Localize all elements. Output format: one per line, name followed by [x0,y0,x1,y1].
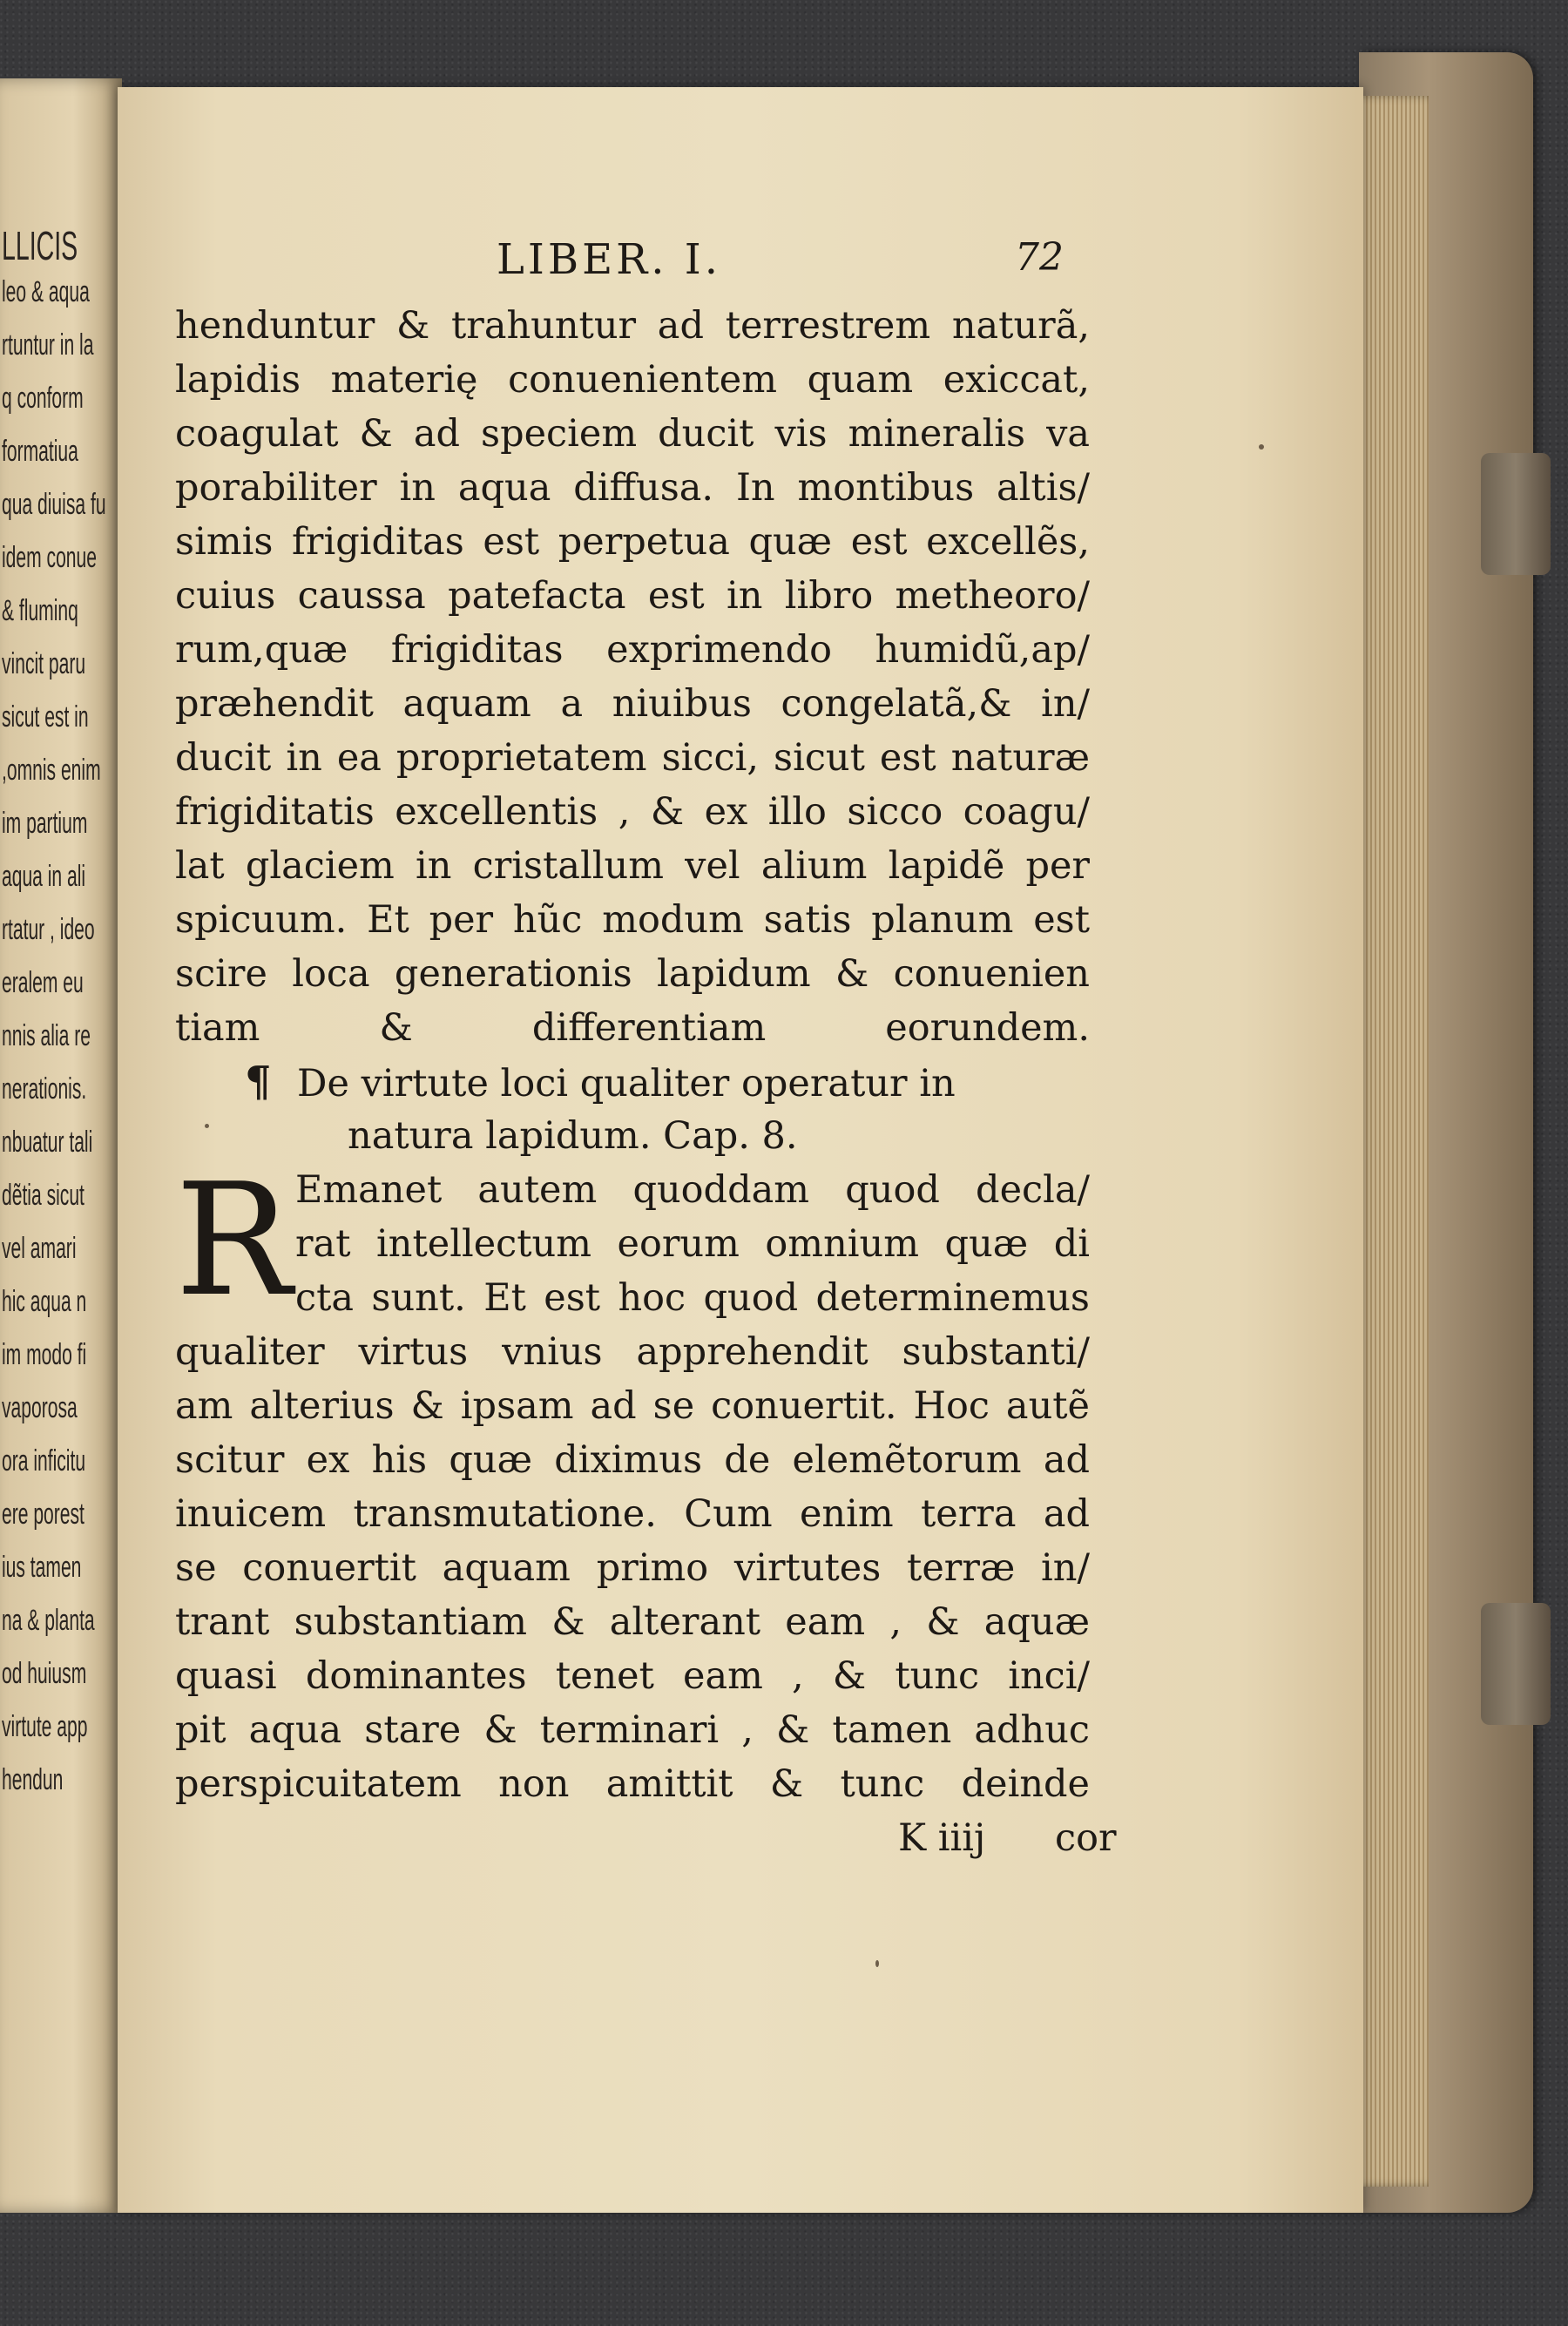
left-page-line: formatiua [2,435,78,468]
left-page-line: vincit paru [2,647,86,680]
text-line: lat glaciem in cristallum vel alium lapidẽ per [175,844,1090,888]
left-page-line: ius tamen [2,1551,82,1584]
left-page-line: hendun [2,1763,64,1796]
left-page-line: sicut est in [2,700,89,734]
text-line: præhendit aquam a niuibus congelatã,& in/ [175,682,1090,726]
pilcrow-icon: ¶ [245,1058,272,1106]
folio-number: 72 [1015,235,1064,280]
running-head [118,235,1363,287]
text-line: frigiditatis excellentis , & ex illo sicco coagu/ [175,790,1090,834]
text-line: coagulat & ad speciem ducit vis mineralis va [175,412,1090,456]
text-block [175,299,1117,1865]
left-page-line: LLICIS [2,223,78,268]
left-page-line: ,omnis enim [2,754,101,787]
left-page-line: eralem eu [2,966,84,999]
text-line: simis frigiditas est perpetua quæ est excellẽs, [175,520,1090,564]
left-page-line: na & planta [2,1604,95,1637]
left-page-line: hic aqua n [2,1285,87,1318]
text-line: tiam & differentiam eorundem. [175,1006,1090,1050]
text-line: rum,quæ frigiditas exprimendo humidũ,ap/ [175,628,1090,672]
text-line: se conuertit aquam primo virtutes terræ in/ [175,1546,1090,1590]
text-line: spicuum. Et per hũc modum satis planum est [175,898,1090,942]
left-page-line: ora inficitu [2,1444,86,1477]
previous-page [0,78,122,2213]
book-page [118,87,1363,2213]
text-line: ducit in ea proprietatem sicci, sicut est naturæ [175,736,1090,780]
text-line: porabiliter in aqua diffusa. In montibus altis/ [175,466,1090,510]
paper-speck [1259,444,1264,450]
text-line: quasi dominantes tenet eam , & tunc inci/ [175,1654,1090,1698]
text-line: rat intellectum eorum omnium quæ di [295,1222,1090,1266]
signature-mark: K iiij [898,1816,986,1860]
left-page-line: nbuatur tali [2,1126,93,1159]
text-line: am alterius & ipsam ad se conuertit. Hoc autẽ [175,1384,1090,1428]
text-line: lapidis materię conuenientem quam exiccat, [175,358,1090,402]
clasp-bottom [1481,1603,1551,1725]
running-head-title: LIBER. I. [497,235,722,284]
left-page-line: dẽtia sicut [2,1179,84,1212]
text-line: inuicem transmutatione. Cum enim terra ad [175,1492,1090,1536]
left-page-line: nerationis. [2,1072,87,1106]
left-page-line: im modo fi [2,1338,87,1371]
left-page-line: rtatur , ideo [2,913,95,946]
text-line: pit aqua stare & terminari , & tamen adhuc [175,1708,1090,1752]
left-page-line: virtute app [2,1710,88,1743]
text-line: trant substantiam & alterant eam , & aquæ [175,1600,1090,1644]
left-page-line: aqua in ali [2,860,86,893]
paper-speck [875,1960,879,1967]
left-page-line: qua diuisa fu [2,488,106,521]
left-page-line: im partium [2,807,88,840]
left-page-line: od huiusm [2,1657,87,1690]
paragraph-1 [175,299,1090,1055]
text-line: cta sunt. Et est hoc quod determinemus [295,1276,1090,1320]
text-line: cuius caussa patefacta est in libro metheoro/ [175,574,1090,618]
paragraph-2 [175,1150,1090,1811]
chapter-heading-line-2: natura lapidum. Cap. 8. [348,1114,798,1158]
left-page-line: leo & aqua [2,275,90,308]
text-line: Emanet autem quoddam quod decla/ [295,1168,1090,1212]
left-page-line: & fluminq [2,594,78,627]
catchword: cor [1055,1816,1117,1860]
paper-speck [205,1124,209,1128]
signature-line [175,1811,1117,1865]
left-page-line: nnis alia re [2,1019,91,1052]
left-page-line: rtuntur in la [2,328,94,362]
left-page-line: ere porest [2,1498,84,1531]
chapter-heading [175,1055,1090,1163]
text-line: qualiter virtus vnius apprehendit substanti/ [175,1330,1090,1374]
text-line: scire loca generationis lapidum & conuenien [175,952,1090,996]
left-page-line: idem conue [2,541,97,574]
text-line: perspicuitatem non amittit & tunc deinde [175,1762,1090,1806]
left-page-line: vel amari [2,1232,77,1265]
left-page-line: vaporosa [2,1391,78,1424]
left-page-line: q conform [2,382,84,415]
chapter-heading-line-1: De virtute loci qualiter operatur in [297,1062,956,1106]
clasp-top [1481,453,1551,575]
text-line: scitur ex his quæ diximus de elemẽtorum ad [175,1438,1090,1482]
drop-capital: R [175,1150,293,1330]
text-line: henduntur & trahuntur ad terrestrem naturã, [175,304,1090,348]
